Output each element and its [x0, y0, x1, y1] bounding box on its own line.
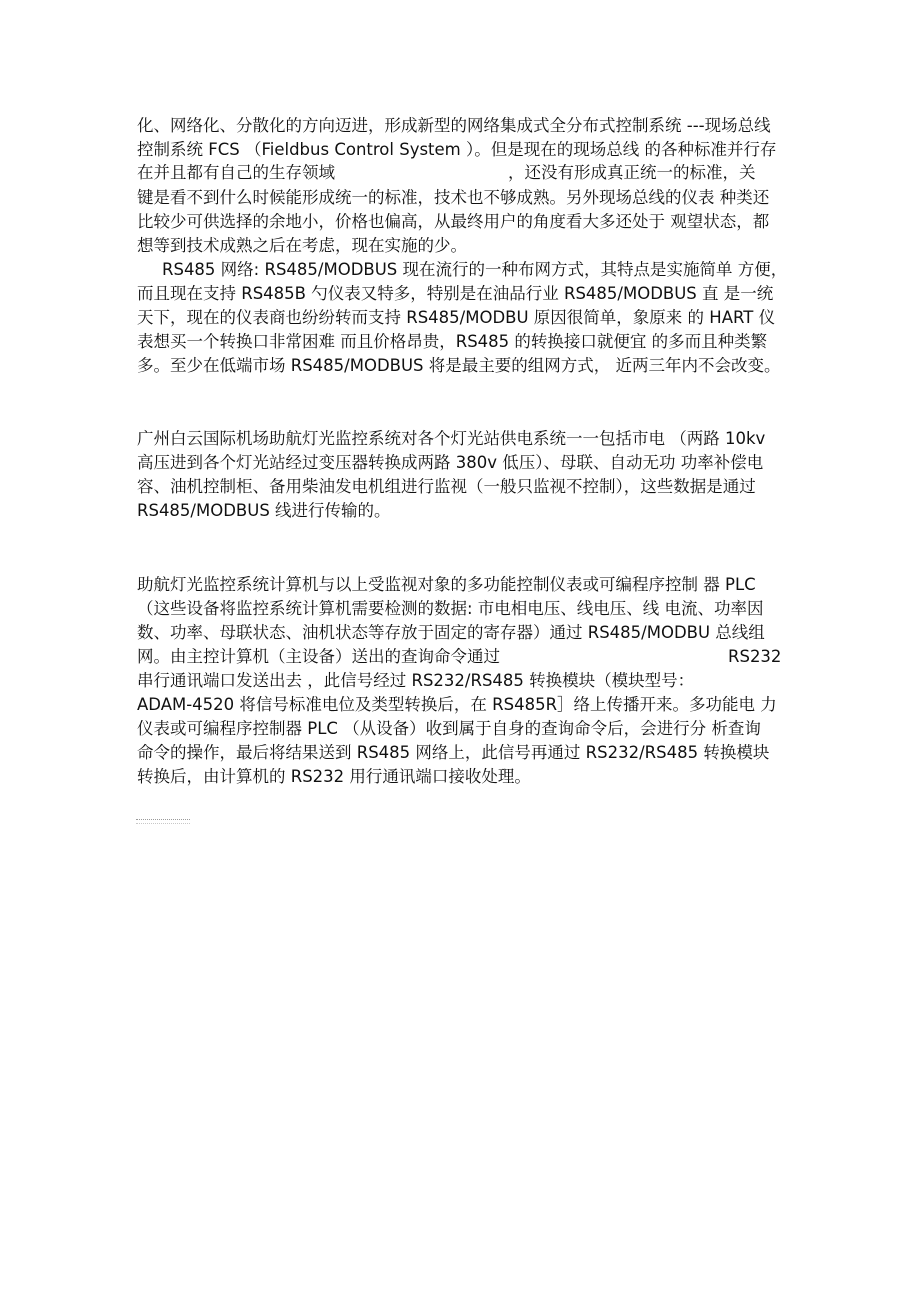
text-line: RS485/MODBUS 线进行传输的。 [137, 501, 391, 520]
text-line: ADAM-4520 将信号标准电位及类型转换后，在 RS485R］络上传播开来。多功能电 力 [137, 695, 777, 714]
text-line: 控制系统 FCS （Fieldbus Control System ）。但是现在的现场总线 的各种标准并行存 [137, 140, 777, 159]
text-line: 表想买一个转换口非常困难 而且价格昂贵，RS485 的转换接口就便宜 的多而且种类繁 [137, 332, 768, 351]
text-line: 容、油机控制柜、备用柴油发电机组进行监视（一般只监视不控制），这些数据是通过 [137, 477, 756, 496]
text-line: RS485 网络: RS485/MODBUS 现在流行的一种布网方式，其特点是实施简单 方便， [162, 260, 788, 279]
text-line: 高压进到各个灯光站经过变压器转换成两路 380v 低压）、母联、自动无功 功率补偿电 [137, 453, 764, 472]
text-line: 助航灯光监控系统计算机与以上受监视对象的多功能控制仪表或可编程序控制 器 PLC [137, 575, 756, 594]
text-line: 比较少可供选择的余地小，价格也偏高，从最终用户的角度看大多还处于 观望状态，都 [137, 212, 770, 231]
text-line: 多。至少在低端市场 RS485/MODBUS 将是最主要的组网方式， 近两三年内不会改变。 [137, 356, 781, 375]
text-line: 网。由主控计算机（主设备）送出的查询命令通过 [137, 647, 500, 666]
text-line: 在并且都有自己的生存领域 [137, 163, 335, 182]
text-line: 命令的操作，最后将结果送到 RS485 网络上，此信号再通过 RS232/RS485 转换模块 [137, 743, 770, 762]
footnote-separator [136, 819, 190, 824]
text-line: 化、网络化、分散化的方向迈进，形成新型的网络集成式全分布式控制系统 ---现场总线 [137, 116, 771, 135]
text-line: 想等到技术成熟之后在考虑，现在实施的少。 [137, 236, 467, 255]
text-line: 而且现在支持 RS485B 勺仪表又特多，特别是在油品行业 RS485/MODBUS 直 是一统 [137, 284, 774, 303]
text-line: 数、功率、母联状态、油机状态等存放于固定的寄存器）通过 RS485/MODBU 总线组 [137, 623, 765, 642]
text-line: RS232 [728, 647, 782, 666]
text-line: ，还没有形成真正统一的标准，关 [508, 163, 756, 182]
text-line: （这些设备将监控系统计算机需要检测的数据: 市电相电压、线电压、线 电流、功率因 [137, 599, 764, 618]
text-line: 天下，现在的仪表商也纷纷转而支持 RS485/MODBU 原因很简单，象原来 的 HART 仪 [137, 308, 776, 327]
text-line: 广州白云国际机场助航灯光监控系统对各个灯光站供电系统一一包括市电 （两路 10kv [137, 429, 766, 448]
text-line: 串行通讯端口发送出去 ，此信号经过 RS232/RS485 转换模块（模块型号： [137, 671, 695, 690]
text-line: 键是看不到什么时候能形成统一的标准，技术也不够成熟。另外现场总线的仪表 种类还 [137, 188, 770, 207]
text-line: 仪表或可编程序控制器 PLC （从设备）收到属于自身的查询命令后，会进行分 析查询 [137, 719, 761, 738]
text-line: 转换后，由计算机的 RS232 用行通讯端口接收处理。 [137, 767, 531, 786]
